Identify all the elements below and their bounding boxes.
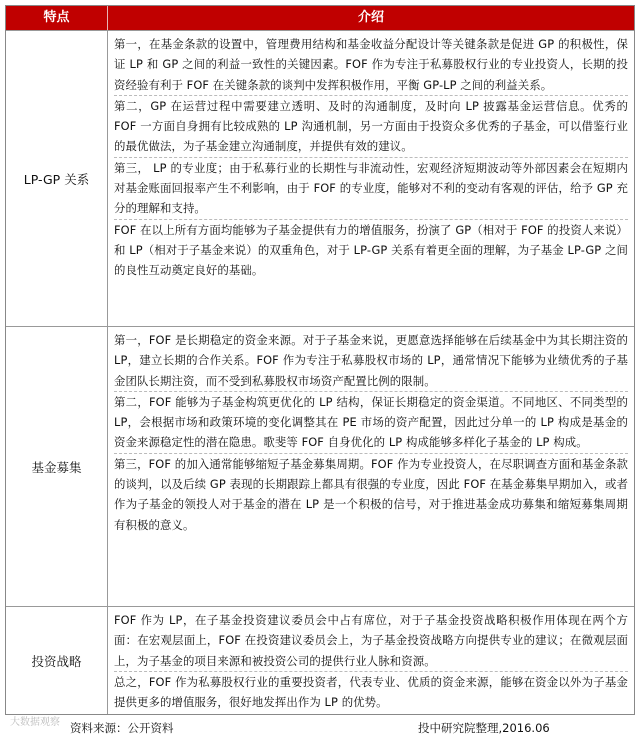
table-row-strategy bbox=[6, 606, 634, 714]
paragraph: FOF 作为 LP，在子基金投资建议委员会中占有席位，对于子基金投资战略积极作用体现在两个方面：在宏观层面上，FOF 在投资建议委员会上，为子基金投资战略方向提供专业的建议；在微观层面上，为子基金的项目来源和被投资公司的提供行业人脉和资源。 bbox=[114, 613, 628, 668]
row-label: 基金募集 bbox=[6, 327, 108, 606]
paragraph: 第一，在基金条款的设置中，管理费用结构和基金收益分配设计等关键条款是促进 GP 的积极性，保证 LP 和 GP 之间的利益一致性的关键因素。FOF 作为专注于私募股权行业的专业投资人，长期的投资经验有利于 FOF 在关键条款的谈判中发挥积极作用，平衡 GP-LP 之间的利益关系。 bbox=[114, 37, 628, 92]
header-feature: 特点 bbox=[6, 6, 108, 30]
paragraph: 第一，FOF 是长期稳定的资金来源。对于子基金来说，更愿意选择能够在后续基金中为其长期注资的 LP，建立长期的合作关系。FOF 作为专注于私募股权市场的 LP，通常情况下能够为业绩优秀的子基金团队长期注资，而不受到私募股权市场资产配置比例的限制。 bbox=[114, 333, 628, 388]
paragraph: 第三， LP 的专业度；由于私募行业的长期性与非流动性，宏观经济短期波动等外部因素会在短期内对基金账面回报率产生不利影响，由于 FOF 的专业度，能够对不利的变动有客观的评估，给予 GP 充分的理解和支持。 bbox=[114, 157, 628, 219]
row-body bbox=[108, 607, 634, 714]
paragraph: 总之，FOF 作为私募股权行业的重要投资者，代表专业、优质的资金来源，能够在资金以外为子基金提供更多的增值服务，很好地发挥出作为 LP 的优势。 bbox=[114, 671, 628, 713]
paragraph: 第二，GP 在运营过程中需要建立透明、及时的沟通制度，及时向 LP 披露基金运营信息。优秀的 FOF 一方面自身拥有比较成熟的 LP 沟通机制，另一方面由于投资众多优秀的子基金，可以借鉴行业的最优做法，为子基金建立沟通制度，并提供有效的建议。 bbox=[114, 95, 628, 157]
footer bbox=[0, 717, 640, 739]
table-header bbox=[6, 6, 634, 30]
org-note: 投中研究院整理,2016.06 bbox=[418, 721, 550, 735]
feature-table bbox=[5, 5, 635, 715]
table-row-fundraising bbox=[6, 326, 634, 606]
row-label: 投资战略 bbox=[6, 607, 108, 714]
row-body bbox=[108, 31, 634, 326]
paragraph: FOF 在以上所有方面均能够为子基金提供有力的增值服务，扮演了 GP（相对于 FOF 的投资人来说）和 LP（相对于子基金来说）的双重角色，对于 LP-GP 关系有着更全面的理解，为子基金 LP-GP 之间的良性互动奠定良好的基础。 bbox=[114, 219, 628, 281]
paragraph: 第三，FOF 的加入通常能够缩短子基金募集周期。FOF 作为专业投资人，在尽职调查方面和基金条款的谈判，以及后续 GP 表现的长期跟踪上都具有很强的专业度，因此 FOF 在基金募集早期加入，或者作为子基金的领投人对于基金的潜在 LP 是一个积极的信号，对于推进基金成功募集和缩短募集周期有积极的意义。 bbox=[114, 453, 628, 535]
paragraph: 第二，FOF 能够为子基金构筑更优化的 LP 结构，保证长期稳定的资金渠道。不同地区、不同类型的 LP，会根据市场和政策环境的变化调整其在 PE 市场的资产配置，因此过分单一的 LP 构成是基金的资金来源稳定性的潜在隐患。歌斐等 FOF 自身优化的 LP 构成能够多样化子基金的 LP 构成。 bbox=[114, 391, 628, 453]
row-label: LP-GP 关系 bbox=[6, 31, 108, 326]
row-body bbox=[108, 327, 634, 606]
header-intro: 介绍 bbox=[357, 10, 384, 25]
watermark: 大数据观察 bbox=[10, 717, 60, 728]
source-note: 资料来源：公开资料 bbox=[70, 721, 174, 735]
table-row-lp-gp bbox=[6, 30, 634, 326]
